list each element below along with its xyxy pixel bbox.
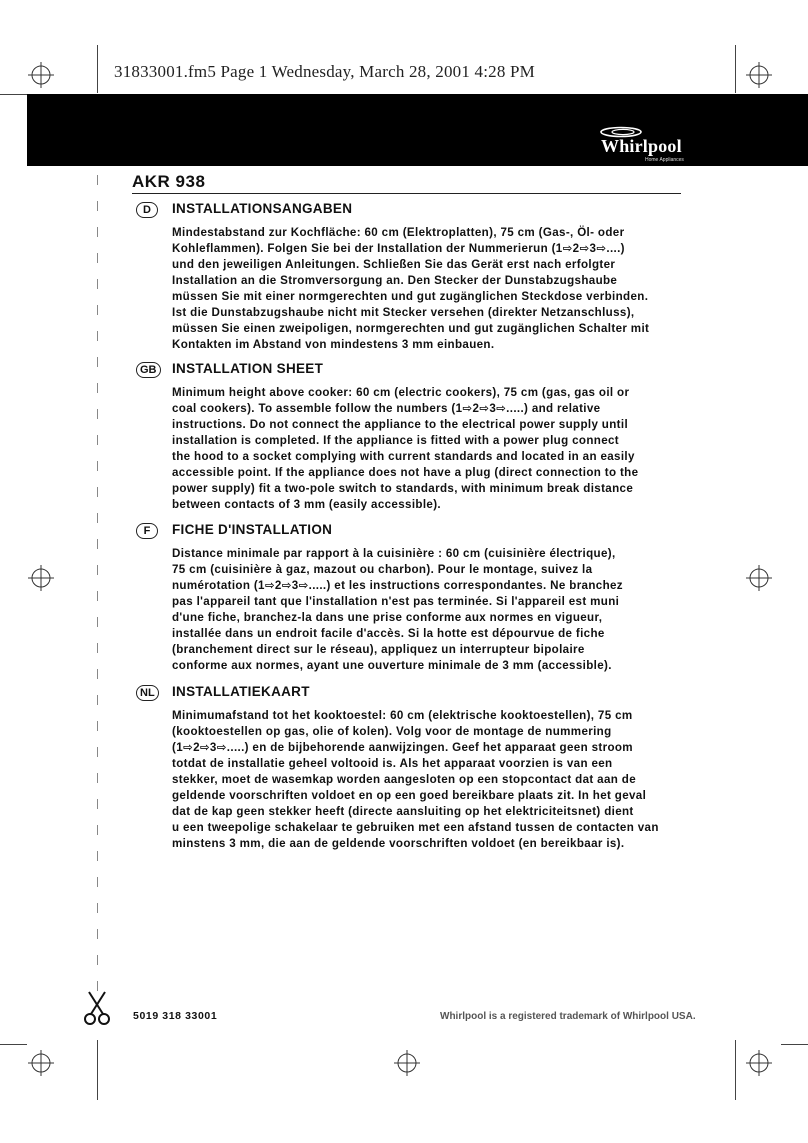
- cut-line-dash: [97, 253, 98, 263]
- registration-mark-mid-left: [28, 565, 54, 591]
- section-de: [132, 201, 692, 353]
- cut-line-dash: [97, 513, 98, 523]
- cut-line-dash: [97, 565, 98, 575]
- body-line: conforme aux normes, ayant une ouverture minimale de 3 mm (accessible).: [172, 659, 612, 672]
- cut-line-dash: [97, 877, 98, 887]
- section-body: [172, 708, 680, 852]
- body-line: (1⇨2⇨3⇨.....) en de bijbehorende aanwijzingen. Geef het apparaat geen stroom: [172, 741, 633, 754]
- body-line: coal cookers). To assemble follow the numbers (1⇨2⇨3⇨.....) and relative: [172, 402, 601, 415]
- body-line: d'une fiche, branchez-la dans une prise conforme aux normes en vigueur,: [172, 611, 603, 624]
- body-line: installation is completed. If the appliance is fitted with a power plug connect: [172, 434, 620, 447]
- cut-line-dash: [97, 435, 98, 445]
- body-line: installée dans un endroit facile d'accès. Si la hotte est dépourvue de fiche: [172, 627, 605, 640]
- cut-line-dash: [97, 669, 98, 679]
- whirlpool-logo: [595, 126, 693, 164]
- section-title: INSTALLATIONSANGABEN: [172, 201, 353, 216]
- body-line: Installation an die Stromversorgung an. Den Stecker der Dunstabzugshaube: [172, 274, 618, 287]
- cut-line-dash: [97, 487, 98, 497]
- cut-line-dash: [97, 773, 98, 783]
- cut-line-dash: [97, 331, 98, 341]
- registration-mark-bottom-left: [28, 1050, 54, 1076]
- section-gb: [132, 361, 692, 513]
- section-title: INSTALLATIEKAART: [172, 684, 310, 699]
- body-line: instructions. Do not connect the appliance to the electrical power supply until: [172, 418, 629, 431]
- body-line: Minimumafstand tot het kooktoestel: 60 cm (elektrische kooktoestellen), 75 cm: [172, 709, 633, 722]
- body-line: Kontakten im Abstand von mindestens 3 mm einbauen.: [172, 338, 495, 351]
- body-line: 75 cm (cuisinière à gaz, mazout ou charbon). Pour le montage, suivez la: [172, 563, 593, 576]
- cut-line-dash: [97, 825, 98, 835]
- body-line: stekker, moet de wasemkap worden aangesloten op een stopcontact dat aan de: [172, 773, 637, 786]
- cut-line-dash: [97, 591, 98, 601]
- file-header: 31833001.fm5 Page 1 Wednesday, March 28, 2001 4:28 PM: [114, 62, 535, 81]
- body-line: müssen Sie einen zweipoligen, normgerechten und gut zugänglichen Schalter mit: [172, 322, 650, 335]
- body-line: Ist die Dunstabzugshaube nicht mit Stecker versehen (direkter Netzanschluss),: [172, 306, 635, 319]
- cut-line-dash: [97, 955, 98, 965]
- crop-line: [0, 94, 27, 95]
- language-badge: D: [136, 202, 158, 218]
- body-line: minstens 3 mm, die aan de geldende voorschriften voldoet (en bereikbaar is).: [172, 837, 625, 850]
- section-title: FICHE D'INSTALLATION: [172, 522, 333, 537]
- registration-mark-top-left: [28, 62, 54, 88]
- body-line: numérotation (1⇨2⇨3⇨.....) et les instructions correspondantes. Ne branchez: [172, 579, 623, 592]
- body-line: (branchement direct sur le réseau), appliquez un interrupteur bipolaire: [172, 643, 585, 656]
- body-line: müssen Sie mit einer normgerechten und gut zugänglichen Steckdose verbinden.: [172, 290, 649, 303]
- body-line: u een tweepolige schakelaar te gebruiken met een afstand tussen de contacten van: [172, 821, 659, 834]
- section-nl: [132, 684, 692, 852]
- cut-line-dash: [97, 851, 98, 861]
- body-line: accessible point. If the appliance does not have a plug (direct connection to the: [172, 466, 639, 479]
- cut-line-dash: [97, 929, 98, 939]
- cut-line-dash: [97, 643, 98, 653]
- body-line: Mindestabstand zur Kochfläche: 60 cm (Elektroplatten), 75 cm (Gas-, Öl- oder: [172, 226, 625, 239]
- body-line: totdat de installatie geheel voltooid is. Als het apparaat voorzien is van een: [172, 757, 613, 770]
- cut-line-dash: [97, 617, 98, 627]
- model-number: AKR 938: [132, 172, 206, 191]
- cut-line-dash: [97, 747, 98, 757]
- trademark-notice: Whirlpool is a registered trademark of Whirlpool USA.: [440, 1011, 696, 1022]
- body-line: Minimum height above cooker: 60 cm (electric cookers), 75 cm (gas, gas oil or: [172, 386, 630, 399]
- section-body: [172, 546, 680, 674]
- body-line: Kohleflammen). Folgen Sie bei der Installation der Nummerierun (1⇨2⇨3⇨....): [172, 242, 625, 255]
- scissors-icon: [83, 990, 111, 1026]
- cut-line-dash: [97, 279, 98, 289]
- part-number: 5019 318 33001: [133, 1010, 218, 1022]
- cut-line-dash: [97, 799, 98, 809]
- cut-line-dash: [97, 903, 98, 913]
- crop-line: [97, 45, 98, 93]
- section-body: [172, 385, 680, 513]
- section-fr: [132, 522, 692, 674]
- body-line: (kooktoestellen op gas, olie of kolen). Volg voor de montage de nummering: [172, 725, 612, 738]
- registration-mark-bottom-center: [394, 1050, 420, 1076]
- cut-line-dash: [97, 201, 98, 211]
- language-badge: F: [136, 523, 158, 539]
- cut-line-dash: [97, 383, 98, 393]
- cut-line-dash: [97, 539, 98, 549]
- crop-line: [735, 45, 736, 93]
- cut-line-dash: [97, 357, 98, 367]
- brand-subline: Home Appliances: [645, 157, 684, 163]
- cut-line-dash: [97, 409, 98, 419]
- language-badge: NL: [136, 685, 159, 701]
- body-line: power supply) fit a two-pole switch to standards, with minimum break distance: [172, 482, 634, 495]
- model-rule: [132, 193, 681, 194]
- registration-mark-top-right: [746, 62, 772, 88]
- body-line: Distance minimale par rapport à la cuisinière : 60 cm (cuisinière électrique),: [172, 547, 616, 560]
- registration-mark-bottom-right: [746, 1050, 772, 1076]
- crop-line: [0, 1044, 27, 1045]
- cut-line-dash: [97, 305, 98, 315]
- language-badge: GB: [136, 362, 161, 378]
- cut-line-dash: [97, 175, 98, 185]
- cut-line-dash: [97, 695, 98, 705]
- section-body: [172, 225, 680, 353]
- body-line: und den jeweiligen Anleitungen. Schließen Sie das Gerät erst nach erfolgter: [172, 258, 616, 271]
- cut-line-dash: [97, 227, 98, 237]
- brand-name: Whirlpool: [601, 136, 682, 156]
- body-line: pas l'appareil tant que l'installation n'est pas terminée. Si l'appareil est muni: [172, 595, 620, 608]
- body-line: dat de kap geen stekker heeft (directe aansluiting op het elektriciteitsnet) dient: [172, 805, 634, 818]
- section-title: INSTALLATION SHEET: [172, 361, 324, 376]
- body-line: geldende voorschriften voldoet en op een goed bereikbare plaats zit. In het geval: [172, 789, 647, 802]
- cut-line-dash: [97, 721, 98, 731]
- body-line: between contacts of 3 mm (easily accessible).: [172, 498, 441, 511]
- crop-line: [97, 1040, 98, 1100]
- crop-line: [781, 1044, 808, 1045]
- cut-line-dash: [97, 461, 98, 471]
- registration-mark-mid-right: [746, 565, 772, 591]
- body-line: the hood to a socket complying with current standards and located in an easily: [172, 450, 635, 463]
- crop-line: [735, 1040, 736, 1100]
